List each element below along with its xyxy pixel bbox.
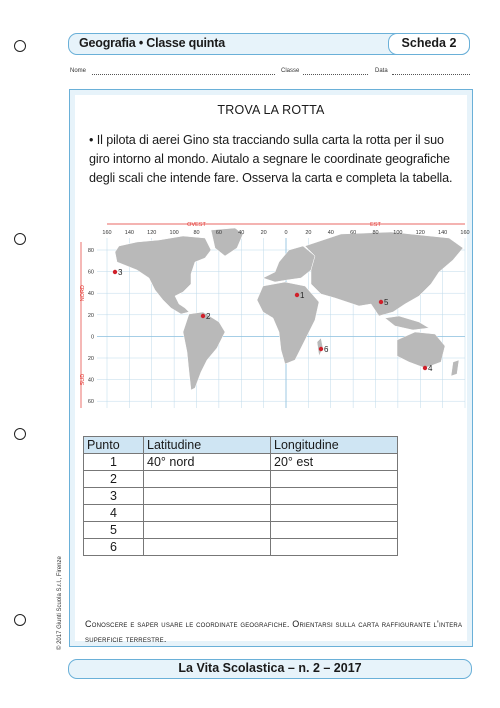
longitude-tick-label: 120 bbox=[147, 230, 157, 236]
col-longitudine: Longitudine bbox=[271, 437, 398, 454]
data-line[interactable] bbox=[392, 74, 470, 75]
longitude-tick-label: 160 bbox=[460, 230, 470, 236]
longitude-tick-label: 160 bbox=[102, 230, 112, 236]
indonesia bbox=[385, 316, 429, 330]
longitude-tick-label: 80 bbox=[193, 230, 200, 236]
latitude-cell[interactable] bbox=[144, 505, 271, 522]
latitude-tick-label: 20 bbox=[87, 312, 94, 319]
binder-hole bbox=[14, 428, 26, 440]
binder-hole bbox=[14, 614, 26, 626]
map-point-4 bbox=[423, 366, 427, 370]
new-zealand bbox=[451, 360, 459, 376]
continents bbox=[115, 228, 463, 390]
longitude-cell[interactable] bbox=[271, 505, 398, 522]
latitude-cell[interactable] bbox=[144, 488, 271, 505]
learning-objective: Conoscere e saper usare le coordinate geografiche. Orientarsi sulla carta raffigurante l'intera superficie terrestre. bbox=[85, 619, 463, 644]
longitude-tick-label: 100 bbox=[393, 230, 403, 236]
table-row bbox=[84, 454, 398, 471]
australia bbox=[397, 332, 445, 368]
europe bbox=[263, 246, 315, 282]
map-point-label: 1 bbox=[300, 291, 305, 300]
longitude-tick-label: 60 bbox=[215, 230, 222, 236]
punto-cell: 5 bbox=[84, 522, 144, 539]
longitude-cell[interactable] bbox=[271, 471, 398, 488]
latitude-tick-label: 0 bbox=[90, 334, 94, 341]
latitude-tick-label: 60 bbox=[87, 399, 94, 406]
table-row bbox=[84, 471, 398, 488]
sheet-label: Scheda 2 bbox=[388, 33, 470, 55]
africa bbox=[257, 282, 319, 364]
coordinates-table bbox=[83, 436, 398, 556]
longitude-tick-label: 120 bbox=[415, 230, 425, 236]
nome-line[interactable] bbox=[92, 74, 275, 75]
longitude-cell[interactable]: 20° est bbox=[271, 454, 398, 471]
latitude-cell[interactable] bbox=[144, 471, 271, 488]
punto-cell: 6 bbox=[84, 539, 144, 556]
nord-label: NORD bbox=[80, 285, 86, 302]
table-row bbox=[84, 488, 398, 505]
map-point-3 bbox=[113, 270, 117, 274]
latitude-cell[interactable]: 40° nord bbox=[144, 454, 271, 471]
punto-cell: 2 bbox=[84, 471, 144, 488]
map-point-label: 3 bbox=[118, 268, 123, 277]
longitude-cell[interactable] bbox=[271, 539, 398, 556]
nome-label: Nome bbox=[70, 68, 87, 74]
map-point-5 bbox=[379, 300, 383, 304]
latitude-cell[interactable] bbox=[144, 539, 271, 556]
table-row bbox=[84, 505, 398, 522]
map-point-label: 5 bbox=[384, 298, 389, 307]
punto-cell: 1 bbox=[84, 454, 144, 471]
latitude-tick-label: 40 bbox=[87, 377, 94, 384]
longitude-tick-label: 140 bbox=[124, 230, 134, 236]
map-point-2 bbox=[201, 314, 205, 318]
longitude-tick-label: 20 bbox=[305, 230, 312, 236]
longitude-tick-label: 140 bbox=[438, 230, 448, 236]
longitude-cell[interactable] bbox=[271, 488, 398, 505]
latitude-tick-label: 20 bbox=[87, 356, 94, 362]
longitude-tick-label: 80 bbox=[372, 230, 379, 236]
world-map bbox=[79, 222, 470, 408]
est-label: EST bbox=[370, 222, 381, 228]
latitude-tick-label: 60 bbox=[87, 269, 94, 276]
map-point-label: 2 bbox=[206, 312, 211, 321]
exercise-title: TROVA LA ROTTA bbox=[217, 103, 325, 117]
longitude-cell[interactable] bbox=[271, 522, 398, 539]
subject-title: Geografia • Classe quinta bbox=[79, 36, 225, 50]
col-latitudine: Latitudine bbox=[144, 437, 271, 454]
map-point-1 bbox=[295, 293, 299, 297]
world-map-svg bbox=[79, 222, 470, 408]
table-header-row bbox=[84, 437, 398, 454]
longitude-tick-label: 40 bbox=[238, 230, 245, 236]
latitude-tick-label: 40 bbox=[87, 291, 94, 298]
punto-cell: 3 bbox=[84, 488, 144, 505]
classe-line[interactable] bbox=[303, 74, 368, 75]
madagascar bbox=[317, 338, 323, 356]
data-label: Data bbox=[375, 68, 388, 74]
classe-label: Classe bbox=[281, 68, 300, 74]
map-point-6 bbox=[319, 347, 323, 351]
copyright-note: © 2017 Giunti Scuola S.r.l., Firenze bbox=[57, 556, 63, 650]
exercise-instructions: • Il pilota di aerei Gino sta tracciando sulla carta la rotta per il suo giro intorno al mondo. Aiutalo a segnare le coordinate geografiche degli scali che intende fare. Osserva la carta e completa la tabella. bbox=[89, 133, 453, 185]
footer-banner: La Vita Scolastica – n. 2 – 2017 bbox=[68, 659, 472, 679]
map-point-label: 4 bbox=[428, 364, 433, 373]
longitude-tick-label: 40 bbox=[327, 230, 334, 236]
header-banner bbox=[68, 33, 470, 55]
binder-hole bbox=[14, 40, 26, 52]
map-point-label: 6 bbox=[324, 345, 329, 354]
table-row bbox=[84, 522, 398, 539]
sud-label: SUD bbox=[80, 373, 86, 386]
longitude-tick-label: 0 bbox=[284, 230, 288, 236]
longitude-tick-label: 20 bbox=[260, 230, 267, 236]
punto-cell: 4 bbox=[84, 505, 144, 522]
col-punto: Punto bbox=[84, 437, 144, 454]
binder-hole bbox=[14, 233, 26, 245]
table-row bbox=[84, 539, 398, 556]
latitude-tick-label: 80 bbox=[87, 248, 94, 254]
longitude-tick-label: 60 bbox=[350, 230, 357, 236]
exercise-panel bbox=[69, 89, 473, 647]
latitude-cell[interactable] bbox=[144, 522, 271, 539]
exercise-content bbox=[75, 95, 470, 644]
ovest-label: OVEST bbox=[187, 222, 206, 228]
longitude-tick-label: 100 bbox=[169, 230, 179, 236]
